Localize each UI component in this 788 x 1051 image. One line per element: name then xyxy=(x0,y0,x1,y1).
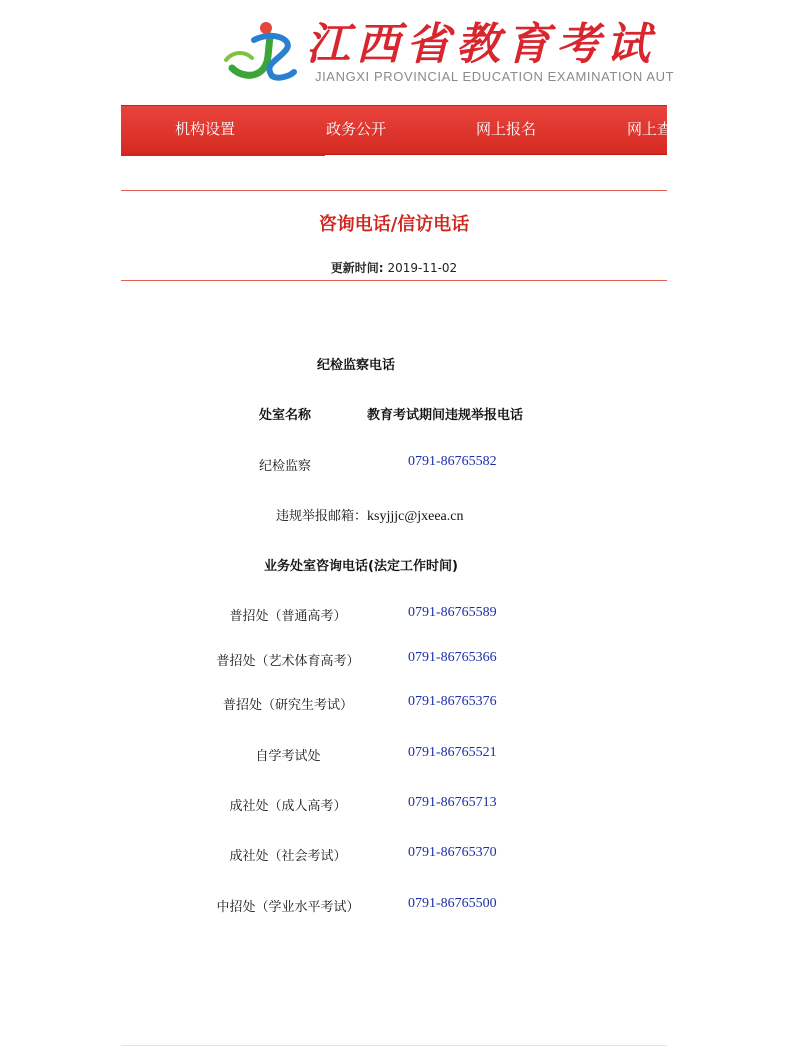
email-link[interactable]: ksyjjjc@jxeea.cn xyxy=(367,509,464,524)
dept-name: 成社处（社会考试） xyxy=(229,849,347,864)
dept-name: 中招处（学业水平考试） xyxy=(216,900,360,915)
nav-item-chaxun[interactable]: 网上查 xyxy=(627,120,673,138)
section-business-title: 业务处室咨询电话(法定工作时间) xyxy=(264,559,458,574)
jijian-phone[interactable]: 0791-86765582 xyxy=(408,454,497,469)
email-label: 违规举报邮箱： xyxy=(276,509,368,524)
dept-phone[interactable]: 0791-86765713 xyxy=(408,795,497,810)
dept-name: 普招处（艺术体育高考） xyxy=(216,654,360,669)
article-meta xyxy=(121,259,667,276)
site-title: 江西省教育考试 xyxy=(306,19,656,70)
dept-phone[interactable]: 0791-86765589 xyxy=(408,605,497,620)
divider-bottom xyxy=(121,280,667,281)
site-subtitle: JIANGXI PROVINCIAL EDUCATION EXAMINATION AUT xyxy=(315,69,675,84)
email-row xyxy=(276,505,463,525)
article-title: 咨询电话/信访电话 xyxy=(318,214,470,235)
jijian-name: 纪检监察 xyxy=(259,459,312,474)
dept-name: 自学考试处 xyxy=(255,749,321,764)
dept-phone[interactable]: 0791-86765521 xyxy=(408,745,497,760)
nav-item-zhengwu[interactable]: 政务公开 xyxy=(326,120,387,138)
dept-phone[interactable]: 0791-86765500 xyxy=(408,896,497,911)
section-jijian-title: 纪检监察电话 xyxy=(317,358,396,373)
logo-icon xyxy=(224,20,296,82)
main-nav xyxy=(121,105,673,155)
dept-name: 普招处（研究生考试） xyxy=(222,698,353,713)
dept-phone[interactable]: 0791-86765366 xyxy=(408,650,497,665)
updated-date: 2019-11-02 xyxy=(387,261,458,275)
col-header-phone: 教育考试期间违规举报电话 xyxy=(367,408,524,423)
updated-label: 更新时间: xyxy=(330,261,384,275)
divider-top xyxy=(121,190,667,191)
dept-phone[interactable]: 0791-86765376 xyxy=(408,694,497,709)
nav-item-jigou[interactable]: 机构设置 xyxy=(175,120,236,138)
dept-phone[interactable]: 0791-86765370 xyxy=(408,845,497,860)
dept-name: 成社处（成人高考） xyxy=(229,799,347,814)
footer-divider xyxy=(121,1045,667,1046)
col-header-dept: 处室名称 xyxy=(259,408,312,423)
nav-item-baoming[interactable]: 网上报名 xyxy=(476,120,537,138)
dept-name: 普招处（普通高考） xyxy=(229,609,347,624)
nav-active-indicator xyxy=(121,153,325,156)
page-frame xyxy=(121,0,675,1051)
